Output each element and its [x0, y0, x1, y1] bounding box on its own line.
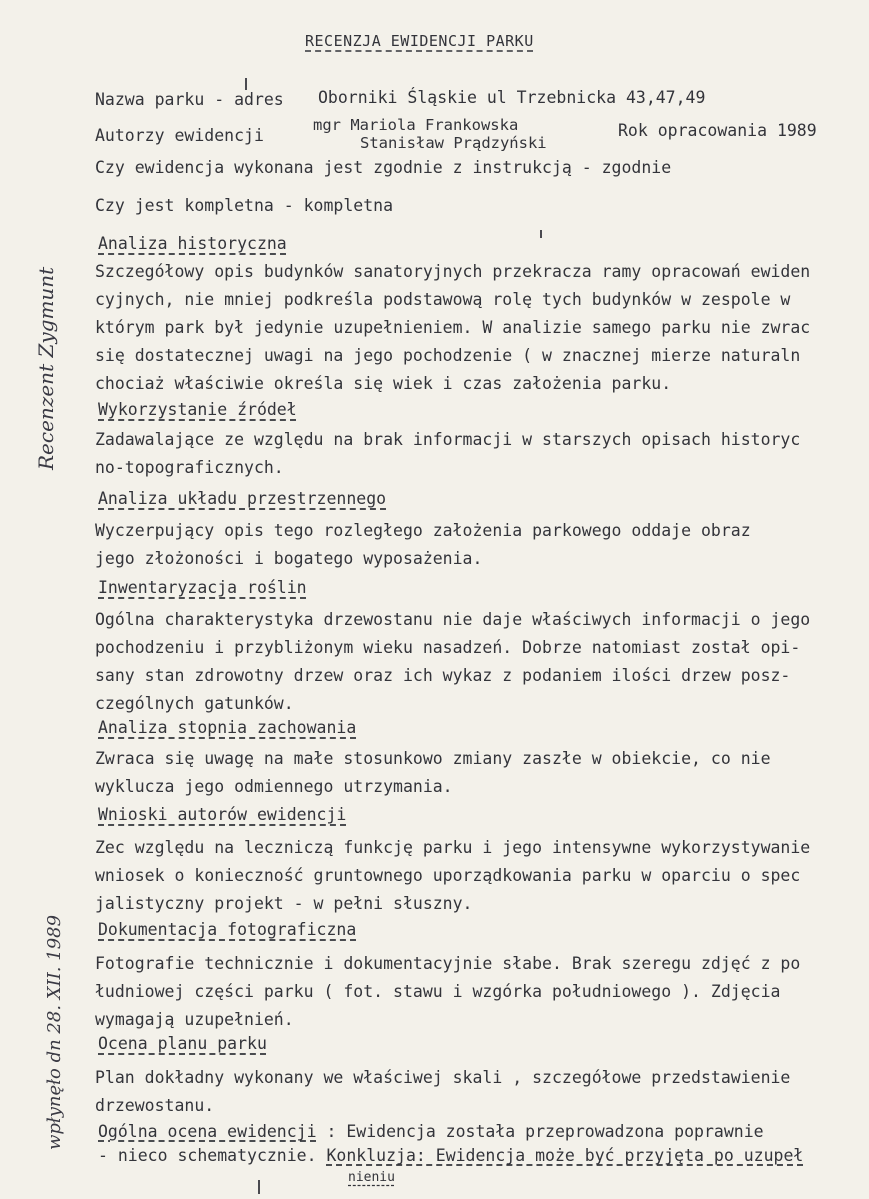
- text-line: pochodzeniu i przybliżonym wieku nasadzeń. Dobrze natomiast został opi-: [95, 638, 801, 657]
- paragraph-sources: [95, 426, 800, 482]
- stray-mark: [245, 78, 247, 90]
- text-line: jego złożoności i bogatego wyposażenia.: [95, 549, 483, 568]
- heading-preservation: Analiza stopnia zachowania: [98, 718, 357, 737]
- conclusion-text: Konkluzja: Ewidencja może być przyjęta po uzupeł: [326, 1146, 804, 1165]
- text-line: cyjnych, nie mniej podkreśla podstawową rolę tych budynków w zespole w: [95, 290, 791, 309]
- heading-historical-analysis: Analiza historyczna: [98, 234, 287, 253]
- paragraph-plan-assessment: [95, 1064, 790, 1120]
- heading-plant-inventory: Inwentaryzacja roślin: [98, 578, 307, 597]
- text-line: Plan dokładny wykonany we właściwej skali , szczegółowe przedstawienie: [95, 1068, 791, 1087]
- reviewer-signature-note: Recenzent Zygmunt: [34, 266, 58, 470]
- text-line: czególnych gatunków.: [95, 694, 294, 713]
- text-line: łudniowej części parku ( fot. stawu i wzgórka południowego ). Zdjęcia: [95, 982, 781, 1001]
- heading-plan-assessment: Ocena planu parku: [98, 1034, 267, 1053]
- authors-label: Autorzy ewidencji: [95, 126, 264, 145]
- final-assessment-line-2: [98, 1146, 803, 1165]
- author-2: Stanisław Prądzyński: [360, 134, 547, 152]
- text-line: Szczegółowy opis budynków sanatoryjnych przekracza ramy opracowań ewiden: [95, 262, 811, 281]
- received-date-note: wpłynęło dn 28. XII. 1989: [44, 914, 65, 1150]
- heading-photo-documentation: Dokumentacja fotograficzna: [98, 920, 357, 939]
- paragraph-spatial-layout: [95, 517, 751, 573]
- paragraph-plant-inventory: [95, 606, 810, 718]
- park-name-value: Oborniki Śląskie ul Trzebnicka 43,47,49: [318, 88, 706, 107]
- text-line: wymagają uzupełnień.: [95, 1010, 294, 1029]
- text-line: Fotografie technicznie i dokumentacyjnie słabe. Brak szeregu zdjęć z po: [95, 954, 801, 973]
- question-complete: Czy jest kompletna - kompletna: [95, 196, 394, 215]
- year-label: Rok opracowania 1989: [618, 121, 817, 140]
- text-line: drzewostanu.: [95, 1096, 215, 1115]
- paragraph-preservation: [95, 745, 771, 801]
- heading-sources: Wykorzystanie źródeł: [98, 400, 297, 419]
- text-line: no-topograficznych.: [95, 458, 284, 477]
- question-instruction: Czy ewidencja wykonana jest zgodnie z instrukcją - zgodnie: [95, 158, 672, 177]
- text-line: sany stan zdrowotny drzew oraz ich wykaz z podaniem ilości drzew posz-: [95, 666, 791, 685]
- text-line: się dostatecznej uwagi na jego pochodzenie ( w znacznej mierze naturaln: [95, 346, 801, 365]
- final-assessment-text: : Ewidencja została przeprowadzona poprawnie: [316, 1122, 764, 1141]
- stray-mark: [540, 230, 542, 238]
- text-line: jalistyczny projekt - w pełni słuszny.: [95, 894, 473, 913]
- park-name-label: Nazwa parku - adres: [95, 90, 284, 109]
- final-assessment-line-1: [98, 1122, 764, 1141]
- conclusion-continuation: nieniu: [348, 1170, 395, 1185]
- text-line: Zec względu na leczniczą funkcję parku i jego intensywne wykorzystywanie: [95, 838, 811, 857]
- paragraph-historical-analysis: [95, 258, 810, 398]
- heading-spatial-layout: Analiza układu przestrzennego: [98, 489, 387, 508]
- document-title: RECENZJA EWIDENCJI PARKU: [305, 32, 534, 50]
- paragraph-photo-documentation: [95, 950, 800, 1034]
- heading-author-conclusions: Wnioski autorów ewidencji: [98, 805, 347, 824]
- text-line: Wyczerpujący opis tego rozległego założenia parkowego oddaje obraz: [95, 521, 751, 540]
- text-line: wniosek o konieczność gruntownego uporządkowania parku w oparciu o spec: [95, 866, 801, 885]
- paragraph-author-conclusions: [95, 834, 810, 918]
- heading-overall-assessment: Ogólna ocena ewidencji: [98, 1122, 317, 1141]
- text-line: chociaż właściwie określa się wiek i czas założenia parku.: [95, 374, 672, 393]
- author-1: mgr Mariola Frankowska: [313, 116, 519, 134]
- text-line: Zwraca się uwagę na małe stosunkowo zmiany zaszłe w obiekcie, co nie: [95, 749, 771, 768]
- text-line: wyklucza jego odmiennego utrzymania.: [95, 777, 453, 796]
- stray-mark: [258, 1180, 260, 1194]
- text-line: Ogólna charakterystyka drzewostanu nie daje właściwych informacji o jego: [95, 610, 811, 629]
- text-line: Zadawalające ze względu na brak informacji w starszych opisach historyc: [95, 430, 801, 449]
- text-line: którym park był jedynie uzupełnieniem. W analizie samego parku nie zwrac: [95, 318, 811, 337]
- final-assessment-text-2: - nieco schematycznie.: [98, 1146, 327, 1165]
